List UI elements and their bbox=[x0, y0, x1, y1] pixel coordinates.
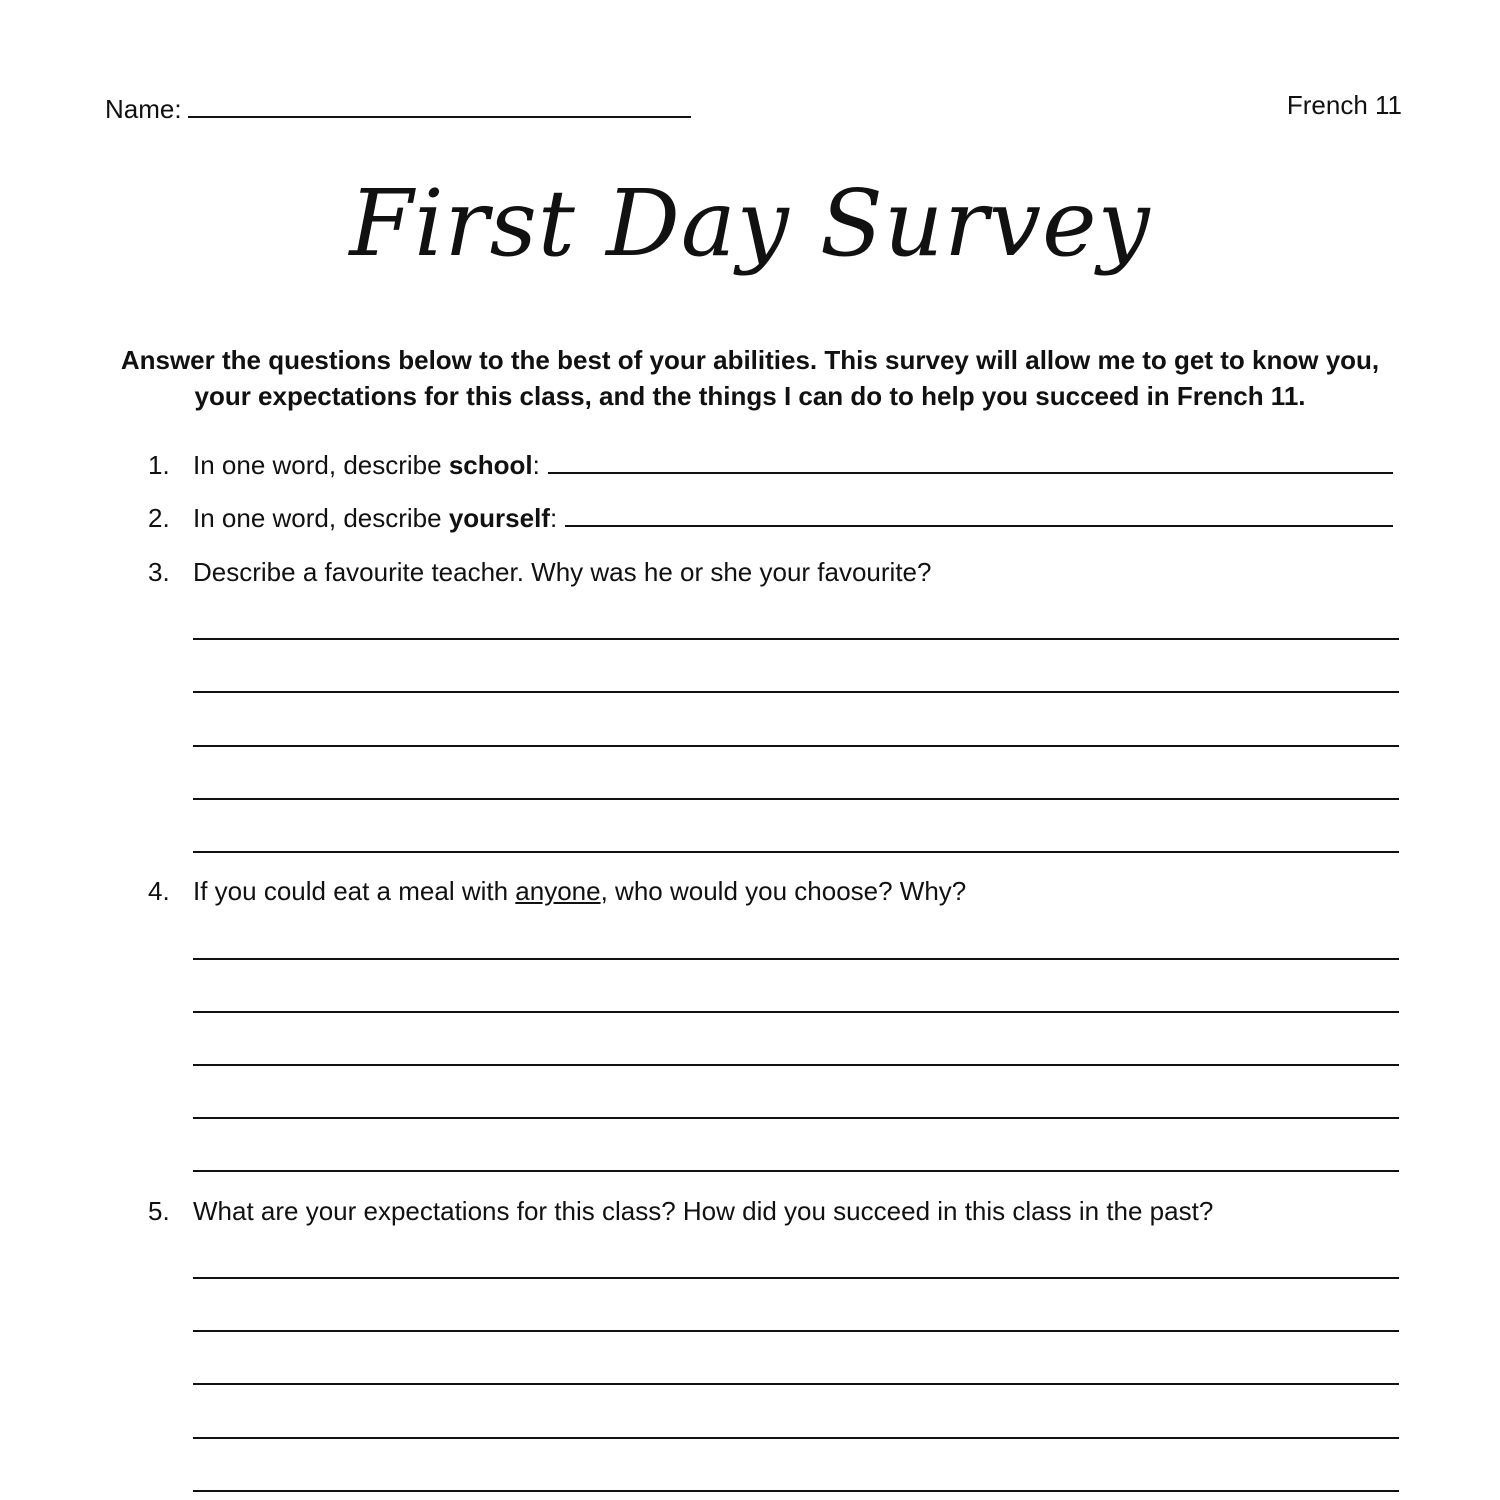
question-text: : bbox=[532, 450, 540, 480]
answer-line[interactable] bbox=[193, 798, 1399, 800]
question-text: In one word, describe bbox=[193, 450, 449, 480]
answer-line[interactable] bbox=[193, 1437, 1399, 1439]
question-3 bbox=[148, 557, 931, 587]
question-1 bbox=[148, 450, 1393, 480]
answer-line[interactable] bbox=[193, 1170, 1399, 1172]
question-text: Describe a favourite teacher. Why was he or she your favourite? bbox=[193, 557, 932, 587]
name-label: Name: bbox=[105, 94, 182, 124]
question-keyword: school bbox=[448, 450, 533, 480]
answer-line[interactable] bbox=[193, 1011, 1399, 1013]
answer-line[interactable] bbox=[193, 851, 1399, 853]
question-text: What are your expectations for this class? How did you succeed in this class in the past? bbox=[193, 1196, 1214, 1226]
course-label: French 11 bbox=[1286, 90, 1402, 120]
question-emphasis: anyone bbox=[515, 876, 601, 906]
question-number: 1. bbox=[148, 450, 170, 480]
answer-line[interactable] bbox=[193, 958, 1399, 960]
answer-line[interactable] bbox=[193, 1383, 1399, 1385]
answer-line[interactable] bbox=[193, 1117, 1399, 1119]
question-text: In one word, describe bbox=[193, 503, 449, 533]
answer-line[interactable] bbox=[193, 1277, 1399, 1279]
question-number: 2. bbox=[148, 503, 170, 533]
answer-line-1[interactable] bbox=[548, 450, 1393, 474]
question-number: 4. bbox=[148, 876, 170, 906]
question-text: , who would you choose? Why? bbox=[600, 876, 967, 906]
instructions: Answer the questions below to the best of your abilities. This survey will allow me to get to know you, your expectations for this class, and the things I can do to help you succeed in French 11. bbox=[120, 345, 1380, 411]
question-text: : bbox=[549, 503, 558, 533]
answer-line[interactable] bbox=[193, 1064, 1399, 1066]
answer-line[interactable] bbox=[193, 691, 1399, 693]
question-number: 3. bbox=[148, 557, 170, 587]
answer-line[interactable] bbox=[193, 638, 1399, 640]
question-number: 5. bbox=[148, 1196, 170, 1226]
name-field bbox=[105, 90, 691, 125]
question-4 bbox=[148, 876, 966, 906]
question-keyword: yourself bbox=[448, 503, 550, 533]
name-blank-line[interactable] bbox=[188, 90, 691, 118]
question-5 bbox=[148, 1196, 1213, 1226]
page-title: First Day Survey bbox=[349, 170, 1151, 277]
question-text: If you could eat a meal with bbox=[193, 876, 516, 906]
answer-line[interactable] bbox=[193, 1490, 1399, 1492]
answer-line-2[interactable] bbox=[565, 503, 1393, 527]
answer-line[interactable] bbox=[193, 1330, 1399, 1332]
question-2 bbox=[148, 503, 1393, 533]
answer-line[interactable] bbox=[193, 745, 1399, 747]
